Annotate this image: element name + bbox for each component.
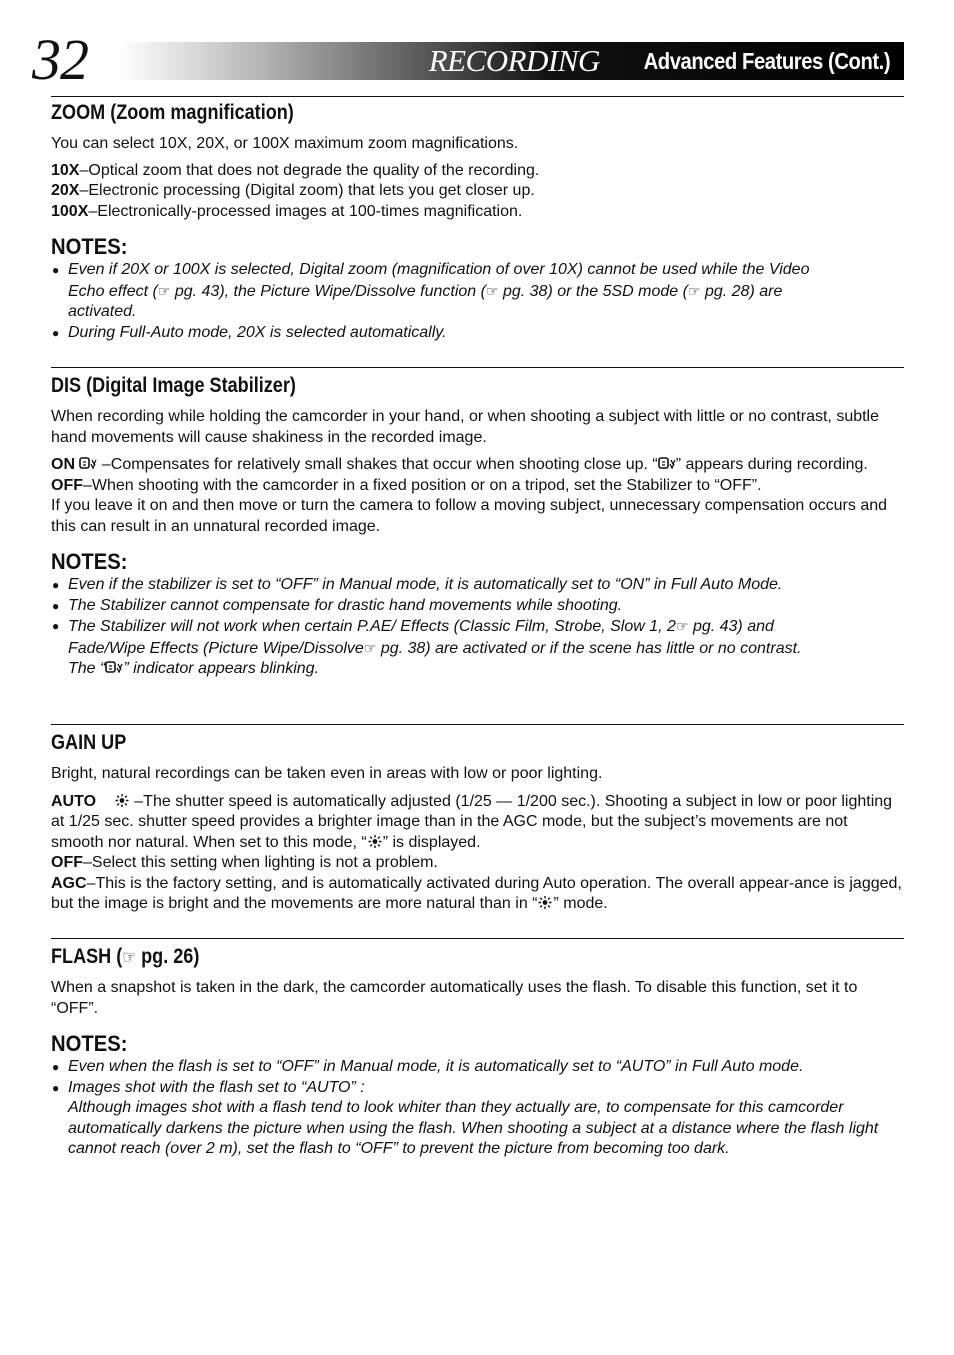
pointing-hand-icon: ☞ [687,282,701,299]
section-divider [51,367,904,368]
zoom-item [51,202,904,223]
notes-title: NOTES: [51,1031,128,1056]
note-text: Although images shot with a flash tend to look whiter than they actually are, to compensate for this camcorder automatically darkens the picture when using the flash. When shooting a subject at a distance where the flash light cannot reach (over 2 m), set the flash to “OFF” to prevent the picture from becoming too dark. [68,1099,879,1157]
gain-auto-text: –The shutter speed is automatically adjusted (1/25 — 1/200 sec.). Shooting a subject in low or poor lighting at 1/25 sec. shutter speed provides a brighter image than in the AGC mode, but the subject’s movements are not smooth nor natural. When set to this mode, “ [51,792,893,851]
bullet-icon: ● [52,578,60,592]
gain-up-icon [537,895,553,910]
zoom-section [51,100,904,343]
gain-agc-text: ” mode. [553,895,608,912]
note-text: Echo effect (☞ pg. 43), the Picture Wipe/Dissolve function (☞ pg. 38) or the 5SD mode (☞ pg. 28) are [68,282,783,300]
gain-up-icon [114,793,130,808]
section-divider [51,96,904,97]
note-item [51,1057,904,1078]
dis-section [51,373,904,680]
bullet-icon: ● [52,598,60,613]
gain-up-icon [367,834,383,849]
zoom-item [51,161,904,182]
gain-intro: Bright, natural recordings can be taken even in areas with low or poor lighting. [51,765,603,782]
zoom-intro: You can select 10X, 20X, or 100X maximum zoom magnifications. [51,135,519,152]
dis-on-text: ” appears during recording. [675,456,868,473]
note-text: The Stabilizer will not work when certain P.AE/ Effects (Classic Film, Strobe, Slow 1, 2☞ pg. 43) and [68,618,774,635]
gain-off [51,853,904,874]
flash-section [51,944,904,1160]
gain-auto [51,792,904,854]
note-text: activated. [68,303,137,320]
zoom-item-text: –Optical zoom that does not degrade the quality of the recording. [79,161,540,179]
note-text: Fade/Wipe Effects (Picture Wipe/Dissolve☞ pg. 38) are activated or if the scene has little or no contrast. [68,639,802,657]
pointing-hand-icon: ☞ [363,639,377,656]
gain-agc-key: AGC [51,874,87,892]
flash-intro: When a snapshot is taken in the dark, the camcorder automatically uses the flash. To disable this function, set it to “OFF”. [51,979,858,1017]
dis-on-text: –Compensates for relatively small shakes that occur when shooting close up. “ [97,456,658,473]
dis-off [51,476,904,497]
section-divider [51,938,904,939]
zoom-item-key: 10X [51,161,80,179]
zoom-item-text: –Electronically-processed images at 100-times magnification. [88,202,523,220]
note-item [51,616,904,680]
gain-off-key: OFF [51,854,83,871]
pointing-hand-icon: ☞ [122,947,137,967]
dis-on-key: ON [51,456,75,473]
page-header [32,27,904,92]
bullet-icon: ● [52,1060,60,1074]
section-title-dis: DIS (Digital Image Stabilizer) [51,374,296,397]
gain-auto-key: AUTO [51,792,97,810]
dis-extra: If you leave it on and then move or turn the camera to follow a moving subject, unnecessary compensation occurs and this can result in an unnatural recorded image. [51,497,888,535]
note-item [51,1078,904,1160]
note-text: The Stabilizer cannot compensate for drastic hand movements while shooting. [68,596,623,614]
note-text: Even when the flash is set to “OFF” in Manual mode, it is automatically set to “AUTO” in Full Auto mode. [68,1058,804,1075]
zoom-item [51,181,904,202]
dis-on [51,455,904,476]
stabilizer-icon [79,456,97,471]
zoom-items [51,161,904,223]
note-text: Even if the stabilizer is set to “OFF” in Manual mode, it is automatically set to “ON” in Full Auto Mode. [68,576,783,593]
gain-section [51,730,904,915]
pointing-hand-icon: ☞ [485,282,499,299]
gain-off-text: –Select this setting when lighting is not a problem. [83,854,438,871]
section-title-flash: FLASH (☞ pg. 26) [51,945,200,968]
pointing-hand-icon: ☞ [157,282,171,299]
zoom-item-key: 20X [51,182,80,199]
section-divider [51,724,904,725]
gain-agc [51,874,904,915]
note-text: Even if 20X or 100X is selected, Digital zoom (magnification of over 10X) cannot be used while the Video [68,261,810,278]
note-item [51,575,904,596]
header-title [429,42,890,80]
gain-auto-text: ” is displayed. [382,833,481,851]
notes-title: NOTES: [51,549,128,574]
note-item [51,596,904,617]
gain-agc-text: –This is the factory setting, and is automatically activated during Auto operation. The overall appear-ance is jagged, but the image is bright and the movements are more natural than in “ [51,874,902,912]
pointing-hand-icon: ☞ [675,618,689,634]
dis-off-text: –When shooting with the camcorder in a fixed position or on a tripod, set the Stabilizer to “OFF”. [83,476,762,494]
dis-off-key: OFF [51,476,83,494]
page-number: 32 [32,27,88,92]
zoom-item-key: 100X [51,202,89,220]
header-title-main: RECORDING [428,43,600,78]
header-title-sub: Advanced Features (Cont.) [643,47,890,74]
bullet-icon: ● [52,1080,60,1095]
note-item [51,323,904,344]
note-text: The “ ” indicator appears blinking. [68,660,320,677]
note-item [51,260,904,323]
notes-title: NOTES: [51,234,128,259]
bullet-icon: ● [52,619,60,633]
zoom-item-text: –Electronic processing (Digital zoom) that lets you get closer up. [79,182,535,199]
section-title-zoom: ZOOM (Zoom magnification) [51,101,294,124]
note-text: During Full-Auto mode, 20X is selected automatically. [68,323,447,341]
note-text: Images shot with the flash set to “AUTO” : [68,1078,365,1096]
bullet-icon: ● [52,325,60,340]
dis-intro: When recording while holding the camcorder in your hand, or when shooting a subject with little or no contrast, subtle hand movements will cause shakiness in the recorded image. [51,408,880,446]
bullet-icon: ● [52,263,60,277]
section-title-gain: GAIN UP [51,731,127,754]
stabilizer-icon [658,456,676,471]
stabilizer-icon [105,660,123,675]
